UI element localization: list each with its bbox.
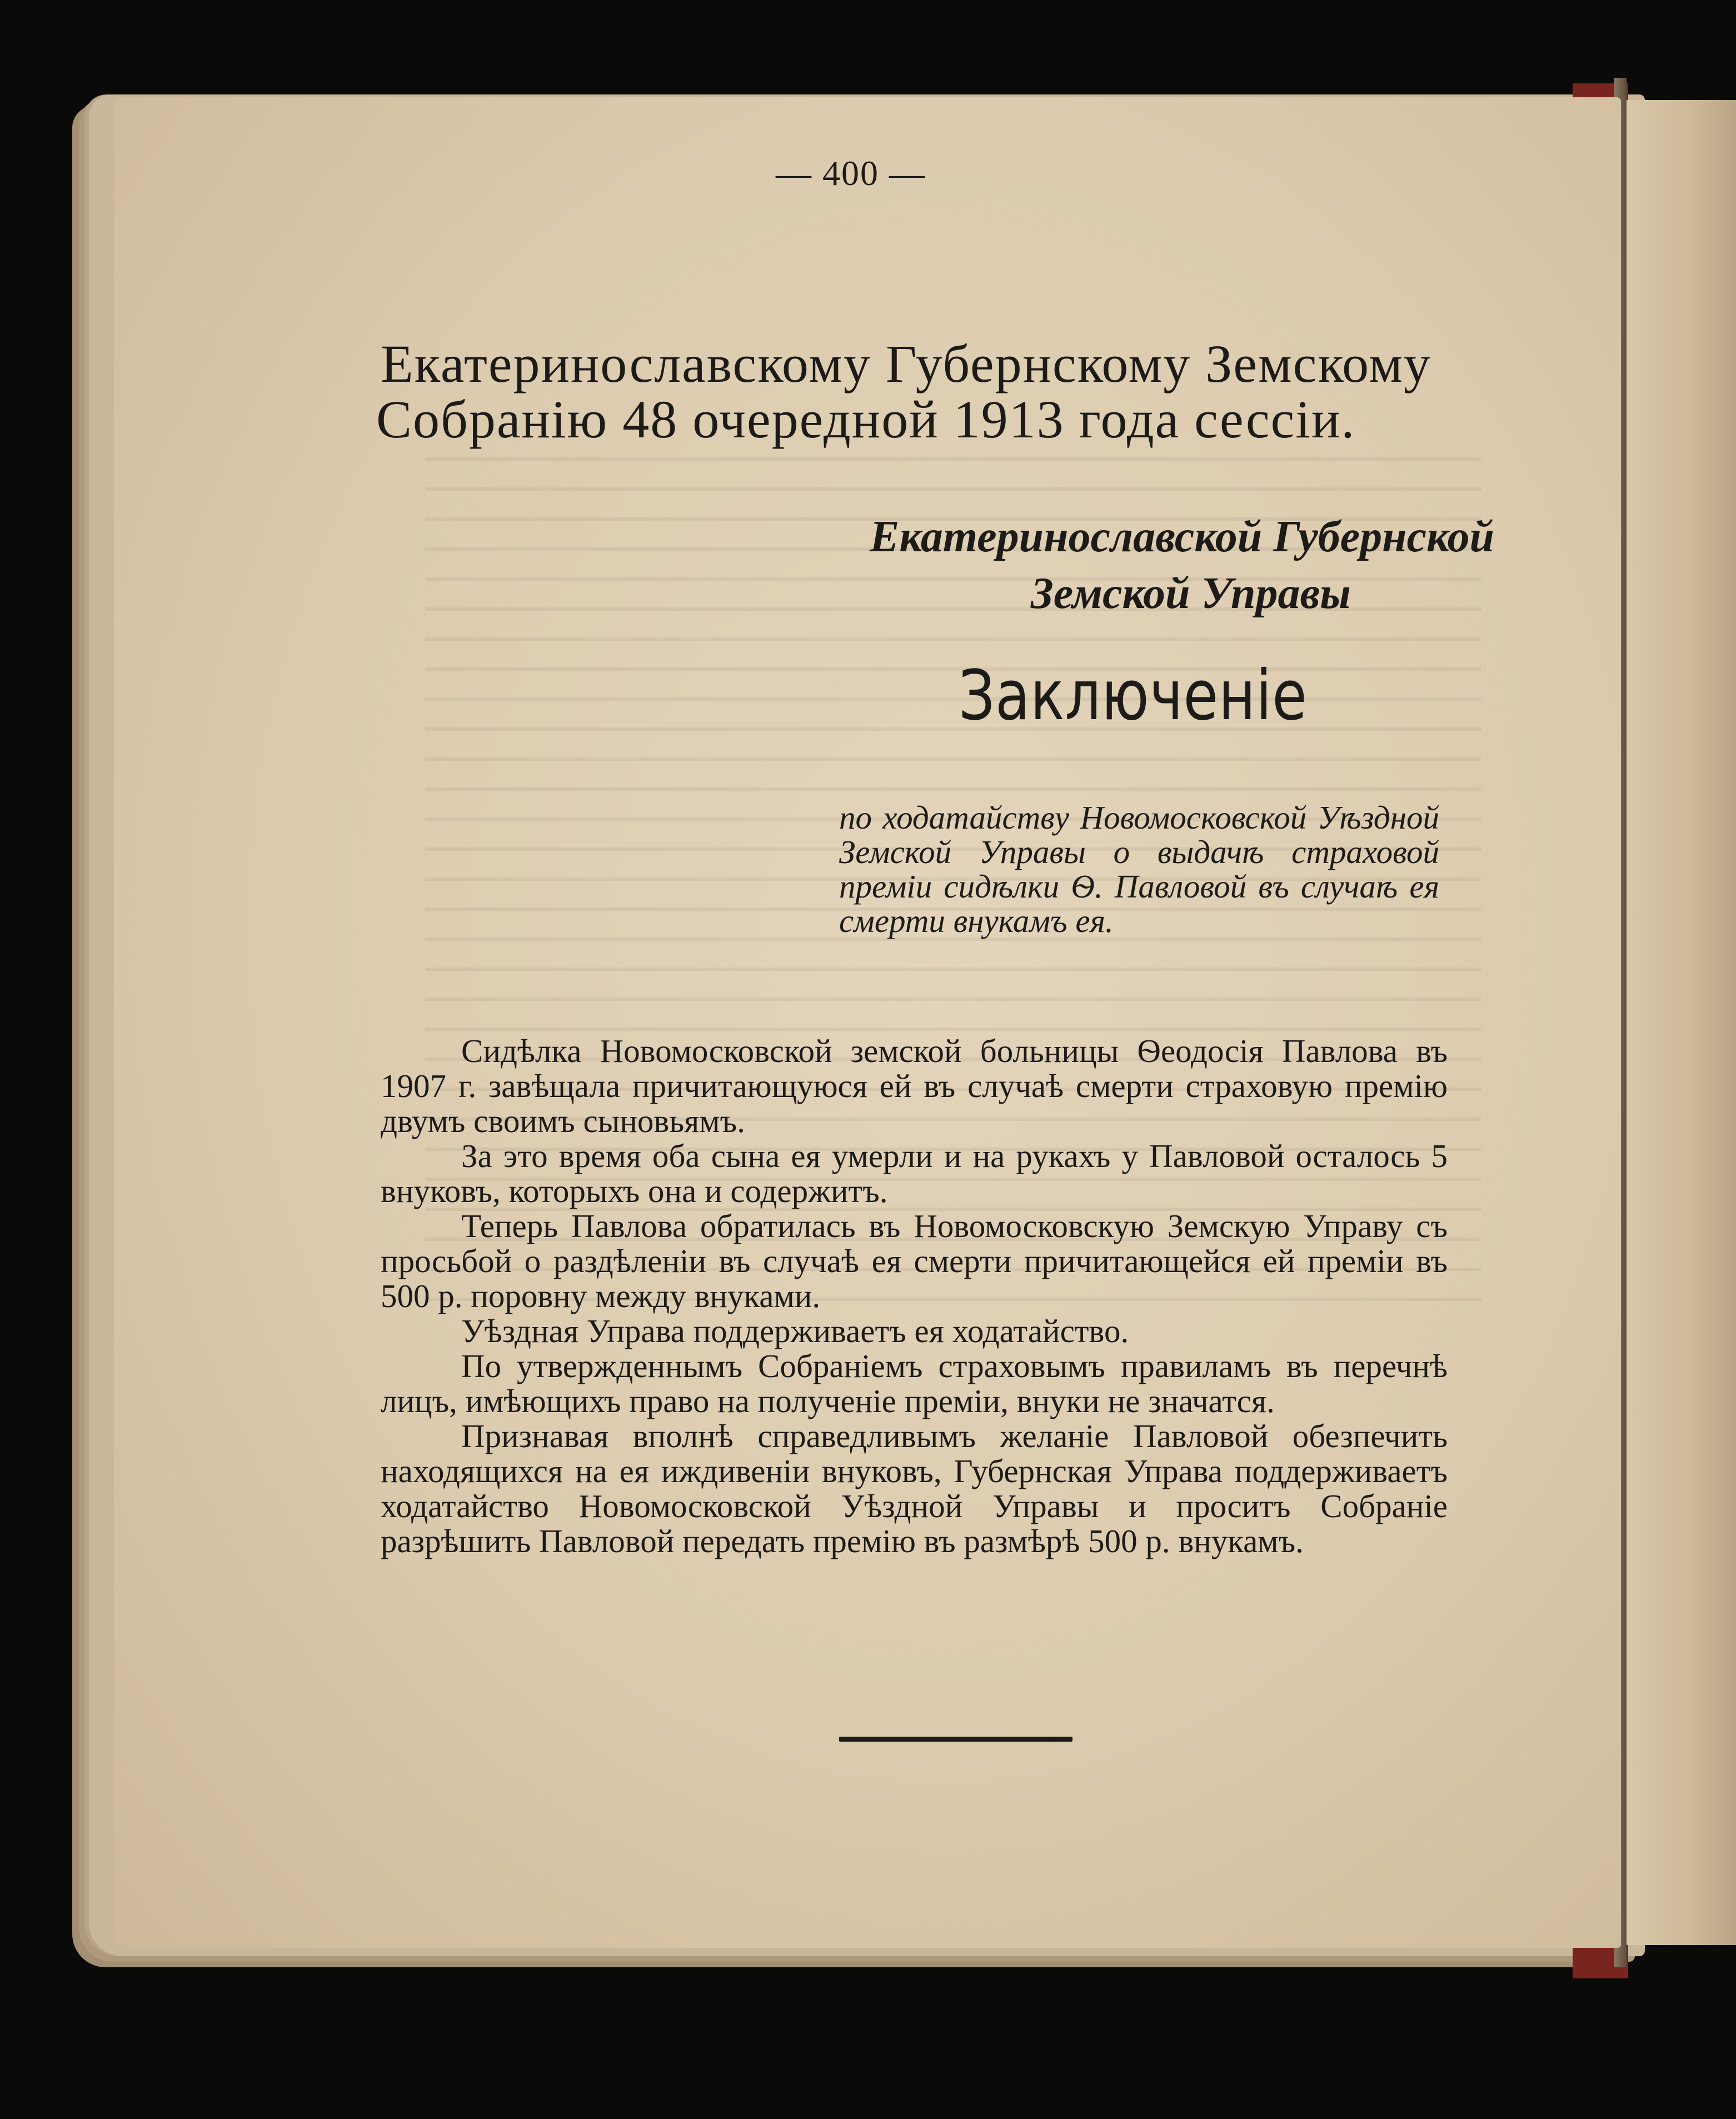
addressee-heading	[376, 334, 1464, 449]
paragraph: Теперь Павлова обратилась въ Новомосковскую Земскую Управу съ просьбой о раздѣленіи въ случаѣ ея смерти причитающейся ей преміи въ 500 р. поровну между внуками.	[381, 1208, 1448, 1314]
body-text	[381, 1034, 1448, 1559]
subject-summary: по ходатайству Новомосковской Уѣздной Земской Управы о выдачѣ страховой преміи сидѣлки Ѳ. Павловой въ случаѣ ея смерти внукамъ ея.	[839, 799, 1439, 939]
closing-rule	[839, 1737, 1072, 1742]
paragraph: По утвержденнымъ Собраніемъ страховымъ правиламъ въ перечнѣ лицъ, имѣющихъ право на полученіе преміи, внуки не значатся.	[381, 1348, 1448, 1419]
page-content	[114, 97, 1621, 1948]
paragraph: Признавая вполнѣ справедливымъ желаніе Павловой обезпечить находящихся на ея иждивеніи внуковъ, Губернская Управа поддерживаетъ ходатайство Новомосковской Уѣздной Управы и проситъ Собраніе разрѣшить Павловой передать премію въ размѣрѣ 500 р. внукамъ.	[381, 1418, 1448, 1559]
page-number: — 400 —	[776, 153, 926, 193]
book-page	[114, 97, 1621, 1948]
addressee-line-1: Екатеринославскому Губернскому Земскому	[381, 334, 1432, 393]
paragraph: Уѣздная Управа поддерживаетъ ея ходатайство.	[461, 1313, 1129, 1349]
issuer-line-2: Земской Управы	[1031, 569, 1351, 618]
document-title: Заключеніе	[959, 656, 1308, 736]
paragraph: Сидѣлка Новомосковской земской больницы Ѳеодосія Павлова въ 1907 г. завѣщала причитающуюся ей въ случаѣ смерти страховую премію двумъ своимъ сыновьямъ.	[381, 1033, 1448, 1139]
issuer-heading	[736, 508, 1559, 622]
issuer-line-1: Екатеринославской Губернской	[870, 512, 1494, 561]
addressee-line-2: Собранію 48 очередной 1913 года сессіи.	[376, 390, 1356, 449]
paragraph: За это время оба сына ея умерли и на рукахъ у Павловой осталось 5 внуковъ, которыхъ она и содержитъ.	[381, 1138, 1448, 1209]
facing-page-edge	[1627, 100, 1736, 1945]
